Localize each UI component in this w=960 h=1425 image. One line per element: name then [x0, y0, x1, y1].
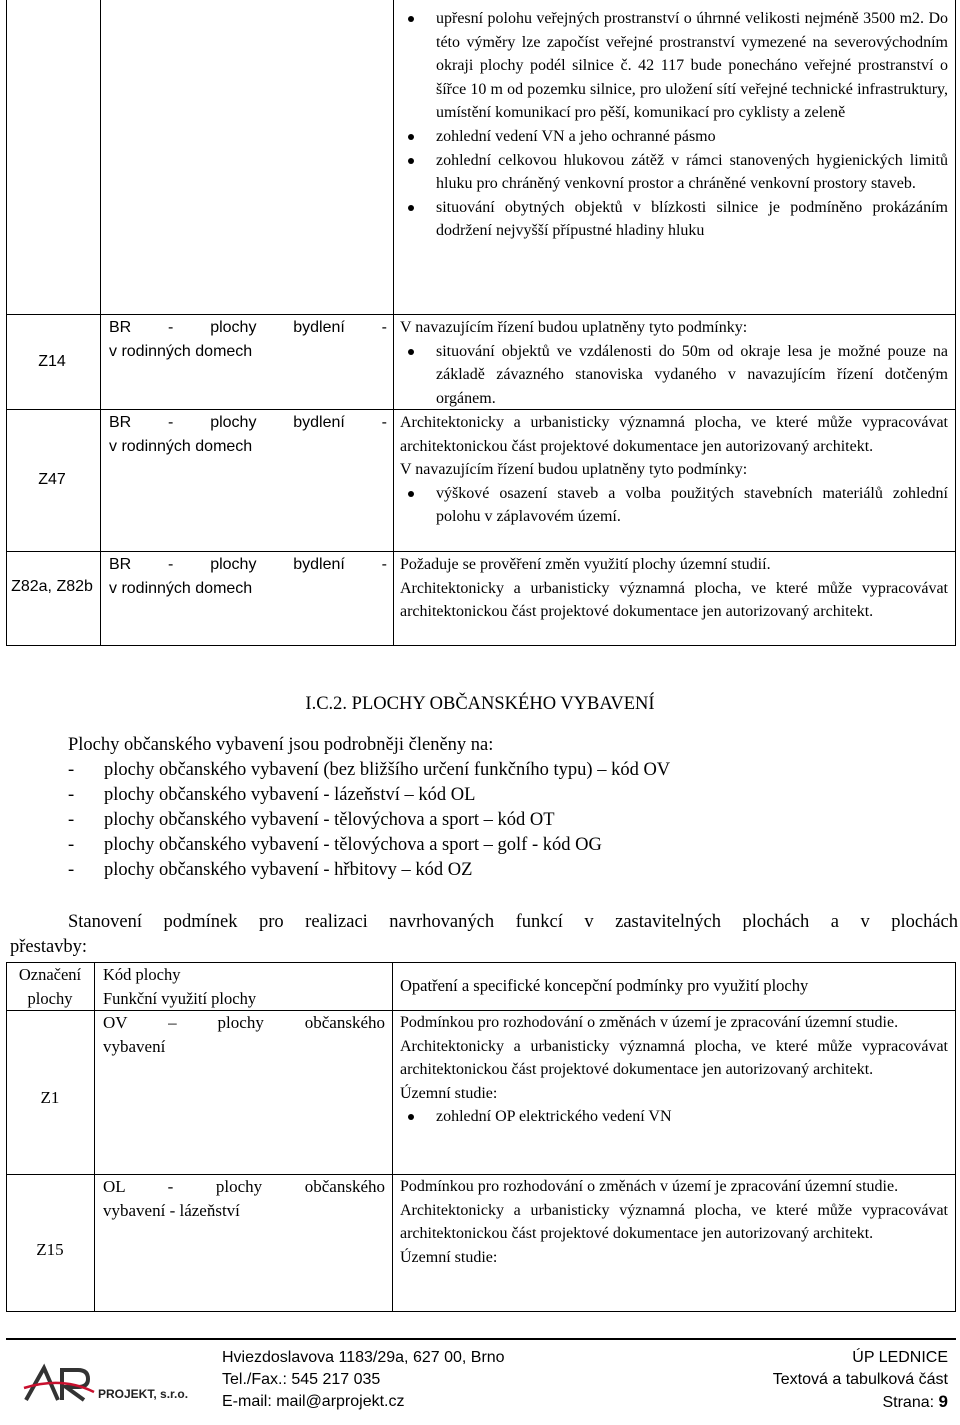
- study-requirement: Podmínkou pro rozhodování o změnách v území je zpracování územní studie.: [400, 1014, 899, 1031]
- intro-text: Plochy občanského vybavení jsou podrobněji členěny na:: [68, 735, 494, 755]
- header-opatreni: Opatření a specifické koncepční podmínky pro využití plochy: [400, 976, 809, 995]
- list-item: - plochy občanského vybavení - tělovýchova a sport – golf - kód OG: [68, 835, 602, 855]
- page-number: 9: [938, 1392, 948, 1411]
- area-use-line: vybavení: [103, 1037, 166, 1056]
- area-conditions: [400, 316, 948, 410]
- area-code: Z82a, Z82b: [11, 578, 93, 595]
- study-requirement: Podmínkou pro rozhodování o změnách v území je zpracování územní studie.: [400, 1178, 899, 1195]
- condition-bullet: zohlední vedení VN a jeho ochranné pásmo: [400, 125, 948, 149]
- area-code: Z47: [38, 471, 66, 488]
- study-label: Územní studie:: [400, 1084, 498, 1102]
- condition-bullet: zohlední OP elektrického vedení VN: [400, 1105, 948, 1129]
- list-item: - plochy občanského vybavení - hřbitovy – kód OZ: [68, 860, 473, 880]
- area-use-line: BR - plochy bydlení -: [109, 414, 387, 431]
- footer-project-name: ÚP LEDNICE: [852, 1349, 948, 1366]
- footer-project: [773, 1347, 948, 1414]
- area-conditions: [400, 1011, 948, 1129]
- area-use-line: v rodinných domech: [109, 343, 253, 360]
- condition-bullet: výškové osazení staveb a volba použitých stavebních materiálů zohlední polohu v záplavovém území.: [400, 482, 948, 529]
- list-item: - plochy občanského vybavení - lázeňství – kód OL: [68, 785, 476, 805]
- area-use-line: BR - plochy bydlení -: [109, 319, 387, 336]
- page-label: Strana:: [882, 1394, 935, 1411]
- list-item: - plochy občanského vybavení (bez bližšího určení funkčního typu) – kód OV: [68, 760, 671, 780]
- statement-line: Stanovení podmínek pro realizaci navrhovaných funkcí v zastavitelných plochách a v plochách: [68, 912, 958, 932]
- list-item: - plochy občanského vybavení - tělovýchova a sport – kód OT: [68, 810, 555, 830]
- area-conditions: [400, 411, 948, 529]
- footer-doc-name: Textová a tabulková část: [772, 1371, 948, 1388]
- section-heading: I.C.2. PLOCHY OBČANSKÉHO VYBAVENÍ: [305, 694, 655, 714]
- header-oznaceni: Označení plochy: [18, 965, 82, 1008]
- footer-address: Hviezdoslavova 1183/29a, 627 00, Brno: [222, 1349, 505, 1366]
- condition-bullet: situování objektů ve vzdálenosti do 50m od okraje lesa je možné pouze na základě závazného stanoviska vydaného v navazujícím řízení dotčeným orgánem.: [400, 340, 948, 411]
- footer-email: E-mail: mail@arprojekt.cz: [222, 1393, 405, 1410]
- area-code: Z1: [40, 1088, 60, 1107]
- area-use-line: OV – plochy občanského: [103, 1013, 385, 1032]
- footer-tel: Tel./Fax.: 545 217 035: [222, 1371, 381, 1388]
- area-use: [109, 411, 387, 459]
- area-use-line: BR - plochy bydlení -: [109, 556, 387, 573]
- company-logo: [22, 1362, 202, 1406]
- condition-bullet: upřesní polohu veřejných prostranství o úhrnné velikosti nejméně 3500 m2. Do této výměry lze započíst veřejné prostranství vymezené na severovýchodním okraji plochy podél silnice č. 42 117 bude ponecháno veřejné prostranství o šířce 10 m od pozemku silnice, pro uložení sítí veřejné technické infrastruktury, umístění komunikací pro pěší, komunikací pro cyklisty a zeleně: [400, 7, 948, 125]
- footer-rule: [6, 1338, 956, 1340]
- header-kod: Kód plochy Funkční využití plochy: [103, 965, 257, 1008]
- conditions-intro: V navazujícím řízení budou uplatněny tyto podmínky:: [400, 319, 748, 336]
- conditions-intro: V navazujícím řízení budou uplatněny tyto podmínky:: [400, 461, 748, 479]
- section-intro: [68, 733, 948, 883]
- area-code: Z14: [38, 353, 66, 370]
- study-label: Územní studie:: [400, 1248, 498, 1266]
- condition-bullet: zohlední celkovou hlukovou zátěž v rámci stanovených hygienických limitů hluku pro chráněný venkovní prostor a chráněné venkovní prostory staveb.: [400, 149, 948, 196]
- area-conditions: [400, 553, 948, 624]
- area-conditions: [400, 1175, 948, 1269]
- architect-note: Architektonicky a urbanisticky významná plocha, ve které může vypracovávat architektonickou část projektové dokumentace jen autorizovaný architekt.: [400, 414, 948, 455]
- conditions-statement: [10, 910, 958, 960]
- architect-note: Architektonicky a urbanisticky významná plocha, ve které může vypracovávat architektonickou část projektové dokumentace jen autorizovaný architekt.: [400, 1201, 948, 1243]
- area-use: [103, 1175, 385, 1223]
- area-code: Z15: [36, 1240, 64, 1259]
- continuation-conditions: [400, 7, 948, 243]
- area-use-line: v rodinných domech: [109, 580, 253, 597]
- area-use-line: vybavení - lázeňství: [103, 1201, 240, 1220]
- area-use: [109, 316, 387, 364]
- svg-text:PROJEKT, s.r.o.: PROJEKT, s.r.o.: [98, 1387, 189, 1401]
- area-use-line: OL - plochy občanského: [103, 1177, 385, 1196]
- area-use: [109, 553, 387, 601]
- condition-bullet: situování obytných objektů v blízkosti silnice je podmíněno prokázáním dodržení nejvyšší přípustné hladiny hluku: [400, 196, 948, 243]
- area-use: [103, 1011, 385, 1059]
- footer-page: [773, 1391, 948, 1414]
- logo-mark-icon: [22, 1362, 202, 1406]
- architect-note: Architektonicky a urbanisticky významná plocha, ve které může vypracovávat architektonickou část projektové dokumentace jen autorizovaný architekt.: [400, 579, 948, 621]
- area-use-line: v rodinných domech: [109, 438, 253, 455]
- architect-note: Architektonicky a urbanisticky významná plocha, ve které může vypracovávat architektonickou část projektové dokumentace jen autorizovaný architekt.: [400, 1037, 948, 1079]
- footer-contact: [222, 1347, 505, 1413]
- statement-line: přestavby:: [10, 937, 88, 957]
- study-requirement: Požaduje se prověření změn využití plochy územní studií.: [400, 556, 771, 573]
